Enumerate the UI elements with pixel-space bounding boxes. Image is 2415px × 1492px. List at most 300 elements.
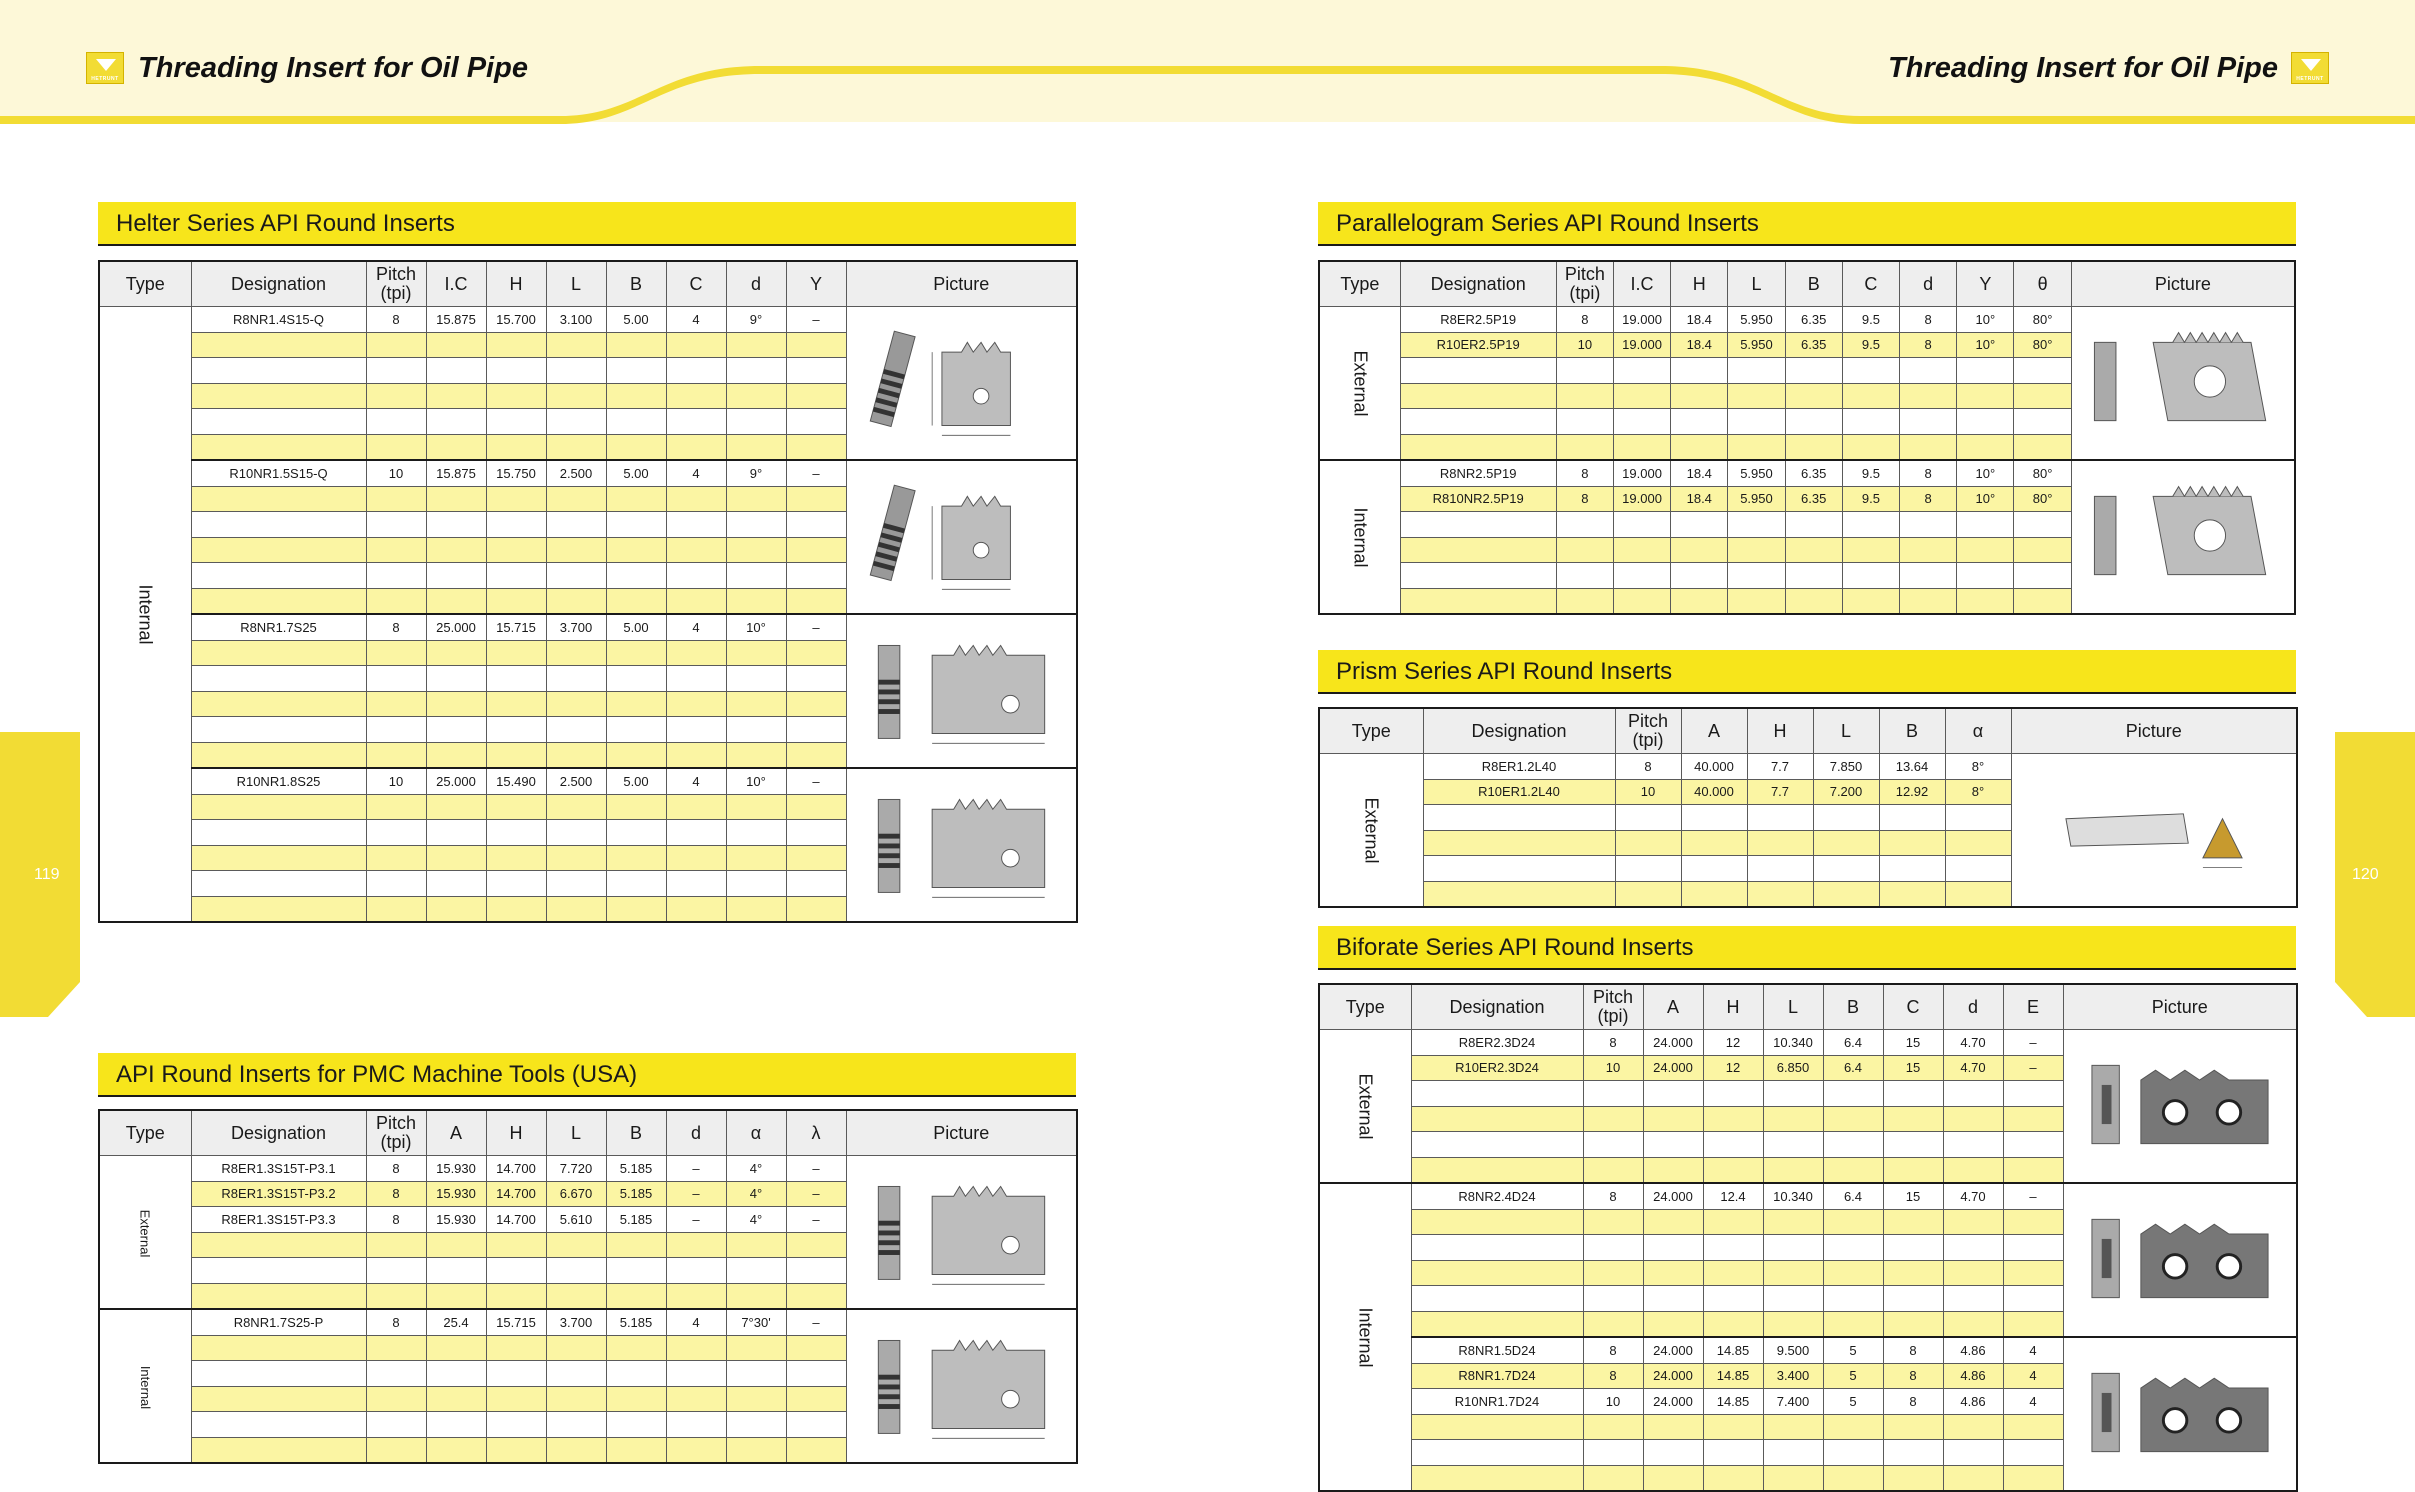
- data-cell: [1728, 409, 1785, 435]
- data-cell: [426, 358, 486, 384]
- data-cell: 8: [366, 1309, 426, 1335]
- data-cell: [726, 358, 786, 384]
- data-cell: [1747, 805, 1813, 831]
- data-cell: 8: [1556, 307, 1613, 333]
- data-cell: 9.5: [1842, 460, 1899, 486]
- data-cell: [1943, 1235, 2003, 1261]
- data-cell: [486, 1437, 546, 1463]
- data-cell: [486, 896, 546, 922]
- data-cell: [486, 742, 546, 768]
- column-header: Pitch (tpi): [366, 261, 426, 307]
- data-cell: [366, 666, 426, 692]
- data-cell: [1681, 830, 1747, 856]
- data-cell: [786, 486, 846, 512]
- page-title-right: Threading Insert for Oil Pipe: [1888, 52, 2278, 84]
- insert-drawing-icon: [853, 775, 1070, 912]
- data-cell: [666, 820, 726, 846]
- data-cell: [546, 666, 606, 692]
- data-cell: [426, 434, 486, 460]
- data-cell: 5.610: [546, 1207, 606, 1233]
- data-cell: 80°: [2014, 486, 2071, 512]
- data-cell: [486, 1232, 546, 1258]
- data-cell: [1842, 434, 1899, 460]
- data-cell: [1900, 588, 1957, 614]
- data-cell: [666, 1386, 726, 1412]
- column-header: B: [606, 1110, 666, 1156]
- data-cell: 5.185: [606, 1207, 666, 1233]
- data-cell: [1671, 537, 1728, 563]
- logo-text: HETRUNT: [2296, 76, 2324, 82]
- data-cell: 40.000: [1681, 779, 1747, 805]
- data-cell: [1556, 383, 1613, 409]
- data-cell: [1613, 588, 1670, 614]
- data-cell: [1615, 856, 1681, 882]
- data-cell: [191, 1232, 366, 1258]
- type-cell: [99, 1156, 191, 1310]
- page-number-left: 119: [34, 866, 60, 883]
- data-cell: [486, 563, 546, 589]
- column-header: B: [1785, 261, 1842, 307]
- data-cell: R10ER2.3D24: [1411, 1055, 1583, 1081]
- data-cell: [546, 383, 606, 409]
- data-cell: [486, 332, 546, 358]
- data-cell: [606, 1437, 666, 1463]
- data-cell: 9.5: [1842, 486, 1899, 512]
- data-cell: [426, 820, 486, 846]
- data-cell: [486, 358, 546, 384]
- header-row: [99, 261, 1077, 307]
- data-cell: 15.875: [426, 307, 486, 333]
- data-cell: [1411, 1260, 1583, 1286]
- data-cell: R8ER1.3S15T-P3.2: [191, 1181, 366, 1207]
- table-row: [99, 1309, 1077, 1335]
- data-cell: 15.930: [426, 1181, 486, 1207]
- column-header: E: [2003, 984, 2063, 1030]
- data-cell: [666, 691, 726, 717]
- data-cell: [1583, 1414, 1643, 1440]
- table-row: [1319, 1183, 2297, 1209]
- logo-text: HETRUNT: [91, 76, 119, 82]
- data-cell: [191, 434, 366, 460]
- picture-cell: [2071, 460, 2295, 614]
- data-cell: 24.000: [1643, 1030, 1703, 1056]
- column-header: Picture: [846, 1110, 1077, 1156]
- data-cell: [366, 1361, 426, 1387]
- data-cell: [1411, 1235, 1583, 1261]
- data-cell: [1681, 856, 1747, 882]
- data-cell: [1943, 1440, 2003, 1466]
- data-cell: [1615, 830, 1681, 856]
- data-cell: [726, 1437, 786, 1463]
- data-cell: 4°: [726, 1156, 786, 1182]
- column-header: d: [726, 261, 786, 307]
- data-cell: [606, 1386, 666, 1412]
- data-cell: [1883, 1260, 1943, 1286]
- picture-cell: [846, 460, 1077, 614]
- data-cell: [786, 1232, 846, 1258]
- column-header: A: [1681, 708, 1747, 754]
- data-cell: [726, 640, 786, 666]
- data-cell: [1411, 1440, 1583, 1466]
- data-cell: [1643, 1286, 1703, 1312]
- column-header: B: [1823, 984, 1883, 1030]
- data-cell: 10.340: [1763, 1030, 1823, 1056]
- data-cell: 4: [2003, 1337, 2063, 1363]
- data-cell: [2014, 383, 2071, 409]
- data-cell: 3.400: [1763, 1363, 1823, 1389]
- table-row: [99, 460, 1077, 486]
- data-cell: [1583, 1209, 1643, 1235]
- data-cell: 8: [1883, 1337, 1943, 1363]
- data-cell: [426, 1335, 486, 1361]
- data-cell: [486, 1361, 546, 1387]
- data-cell: [786, 820, 846, 846]
- header-row: [1319, 984, 2297, 1030]
- column-header: C: [666, 261, 726, 307]
- section-title: Helter Series API Round Inserts: [98, 202, 1076, 246]
- data-cell: [2014, 512, 2071, 538]
- data-cell: [1957, 537, 2014, 563]
- column-header: α: [726, 1110, 786, 1156]
- data-cell: [1957, 409, 2014, 435]
- brand-logo-left: [86, 52, 124, 84]
- section-pmc: [98, 1053, 1076, 1097]
- data-cell: 40.000: [1681, 754, 1747, 780]
- data-cell: 8: [1583, 1363, 1643, 1389]
- data-cell: [1643, 1235, 1703, 1261]
- data-cell: 10°: [1957, 307, 2014, 333]
- data-cell: [546, 563, 606, 589]
- data-cell: [1583, 1440, 1643, 1466]
- data-cell: [786, 1412, 846, 1438]
- data-cell: 3.700: [546, 1309, 606, 1335]
- data-cell: [1703, 1132, 1763, 1158]
- data-cell: [1671, 409, 1728, 435]
- data-cell: [666, 563, 726, 589]
- data-cell: [191, 588, 366, 614]
- data-cell: [426, 1361, 486, 1387]
- data-cell: R8NR2.5P19: [1400, 460, 1556, 486]
- data-cell: [546, 486, 606, 512]
- column-header: α: [1945, 708, 2011, 754]
- data-cell: [606, 588, 666, 614]
- data-cell: [1615, 805, 1681, 831]
- data-cell: [486, 537, 546, 563]
- data-cell: 25.4: [426, 1309, 486, 1335]
- data-cell: 8: [1556, 460, 1613, 486]
- data-cell: [546, 358, 606, 384]
- header-row: [99, 1110, 1077, 1156]
- data-cell: [1423, 805, 1615, 831]
- data-cell: 5.00: [606, 307, 666, 333]
- data-cell: [726, 1258, 786, 1284]
- data-cell: [606, 486, 666, 512]
- data-cell: 13.64: [1879, 754, 1945, 780]
- data-cell: 8: [1883, 1363, 1943, 1389]
- data-cell: 7.850: [1813, 754, 1879, 780]
- data-cell: [191, 1258, 366, 1284]
- data-cell: 24.000: [1643, 1337, 1703, 1363]
- data-cell: [726, 794, 786, 820]
- type-label: External: [1361, 796, 1382, 864]
- data-cell: [486, 409, 546, 435]
- column-header: Type: [1319, 708, 1423, 754]
- data-cell: [1400, 383, 1556, 409]
- data-cell: [2003, 1081, 2063, 1107]
- data-cell: [666, 845, 726, 871]
- data-cell: 8: [366, 1156, 426, 1182]
- data-cell: 15.875: [426, 460, 486, 486]
- page-title-left: Threading Insert for Oil Pipe: [138, 52, 528, 84]
- data-cell: [1400, 588, 1556, 614]
- data-cell: [366, 537, 426, 563]
- data-cell: [546, 588, 606, 614]
- data-cell: [1728, 563, 1785, 589]
- data-cell: 8: [366, 1207, 426, 1233]
- data-cell: [426, 640, 486, 666]
- data-cell: [1411, 1311, 1583, 1337]
- data-cell: [546, 871, 606, 897]
- data-cell: [666, 332, 726, 358]
- data-cell: [366, 742, 426, 768]
- data-cell: [726, 896, 786, 922]
- data-cell: [1728, 537, 1785, 563]
- data-cell: [546, 1335, 606, 1361]
- insert-drawing-icon: [2082, 467, 2283, 604]
- data-cell: [1411, 1209, 1583, 1235]
- data-cell: [1883, 1157, 1943, 1183]
- data-cell: 5.950: [1728, 460, 1785, 486]
- data-cell: [1957, 563, 2014, 589]
- data-cell: [1900, 512, 1957, 538]
- data-cell: 15: [1883, 1183, 1943, 1209]
- data-cell: [1703, 1440, 1763, 1466]
- data-cell: [1613, 409, 1670, 435]
- data-cell: [1957, 358, 2014, 384]
- data-cell: [1728, 358, 1785, 384]
- data-cell: [786, 409, 846, 435]
- data-cell: [486, 486, 546, 512]
- data-cell: [786, 717, 846, 743]
- data-cell: [1703, 1286, 1763, 1312]
- data-cell: [726, 563, 786, 589]
- data-cell: [606, 820, 666, 846]
- data-cell: [1728, 588, 1785, 614]
- column-header: L: [546, 1110, 606, 1156]
- data-cell: 15.930: [426, 1156, 486, 1182]
- data-cell: [1763, 1235, 1823, 1261]
- data-cell: [1583, 1235, 1643, 1261]
- data-cell: [1703, 1209, 1763, 1235]
- insert-drawing-icon: [853, 467, 1070, 604]
- data-cell: [606, 896, 666, 922]
- data-cell: 24.000: [1643, 1183, 1703, 1209]
- column-header: Designation: [1400, 261, 1556, 307]
- data-cell: 18.4: [1671, 307, 1728, 333]
- data-cell: [546, 1232, 606, 1258]
- data-cell: [1763, 1286, 1823, 1312]
- data-cell: [1671, 434, 1728, 460]
- data-cell: [1556, 563, 1613, 589]
- data-cell: [546, 820, 606, 846]
- data-cell: 6.850: [1763, 1055, 1823, 1081]
- data-cell: [606, 845, 666, 871]
- data-cell: 15.750: [486, 460, 546, 486]
- data-cell: [1556, 588, 1613, 614]
- data-cell: [1943, 1209, 2003, 1235]
- data-cell: [786, 1335, 846, 1361]
- data-cell: [606, 1232, 666, 1258]
- data-cell: [1671, 563, 1728, 589]
- data-cell: 8: [1900, 332, 1957, 358]
- picture-cell: [846, 614, 1077, 768]
- data-cell: [1785, 409, 1842, 435]
- data-cell: [1785, 383, 1842, 409]
- data-cell: [606, 358, 666, 384]
- data-cell: [191, 1412, 366, 1438]
- data-cell: 14.700: [486, 1207, 546, 1233]
- data-cell: [786, 666, 846, 692]
- data-cell: [426, 588, 486, 614]
- data-cell: 10: [366, 460, 426, 486]
- data-cell: 24.000: [1643, 1055, 1703, 1081]
- data-cell: [2003, 1414, 2063, 1440]
- data-cell: 10.340: [1763, 1183, 1823, 1209]
- data-cell: 5.185: [606, 1156, 666, 1182]
- data-cell: [786, 640, 846, 666]
- data-cell: [1883, 1465, 1943, 1491]
- data-cell: [366, 409, 426, 435]
- data-cell: [1883, 1235, 1943, 1261]
- data-cell: [1671, 383, 1728, 409]
- data-cell: [666, 486, 726, 512]
- data-cell: 7.720: [546, 1156, 606, 1182]
- data-cell: [1583, 1286, 1643, 1312]
- picture-cell: [846, 1156, 1077, 1310]
- data-cell: [726, 1361, 786, 1387]
- data-cell: [666, 1283, 726, 1309]
- column-header: Picture: [2071, 261, 2295, 307]
- data-cell: [2003, 1311, 2063, 1337]
- data-cell: [1411, 1157, 1583, 1183]
- data-cell: [1900, 409, 1957, 435]
- data-cell: [1883, 1414, 1943, 1440]
- data-cell: [1613, 358, 1670, 384]
- data-cell: –: [666, 1181, 726, 1207]
- data-cell: [1879, 805, 1945, 831]
- data-cell: [1763, 1440, 1823, 1466]
- data-cell: [1615, 881, 1681, 907]
- data-cell: [1823, 1311, 1883, 1337]
- data-cell: [366, 794, 426, 820]
- data-cell: [366, 434, 426, 460]
- data-cell: 4: [666, 307, 726, 333]
- data-cell: [546, 332, 606, 358]
- column-header: Pitch (tpi): [366, 1110, 426, 1156]
- data-cell: R8NR1.7S25-P: [191, 1309, 366, 1335]
- data-cell: [191, 666, 366, 692]
- data-cell: [1583, 1260, 1643, 1286]
- data-cell: [1643, 1440, 1703, 1466]
- data-cell: [666, 794, 726, 820]
- column-header: Y: [786, 261, 846, 307]
- data-cell: [1823, 1235, 1883, 1261]
- data-cell: [1423, 881, 1615, 907]
- data-cell: [366, 332, 426, 358]
- data-cell: [666, 717, 726, 743]
- data-cell: [1813, 881, 1879, 907]
- type-cell: [1319, 1183, 1411, 1491]
- data-cell: [606, 1283, 666, 1309]
- data-cell: [1728, 434, 1785, 460]
- data-cell: [191, 332, 366, 358]
- data-cell: [666, 1412, 726, 1438]
- data-cell: [366, 383, 426, 409]
- data-cell: [426, 563, 486, 589]
- data-cell: [426, 1232, 486, 1258]
- insert-drawing-icon: [853, 313, 1070, 450]
- data-cell: [1823, 1440, 1883, 1466]
- data-cell: [486, 845, 546, 871]
- data-cell: 8: [1583, 1337, 1643, 1363]
- data-cell: [546, 691, 606, 717]
- data-cell: [1583, 1132, 1643, 1158]
- data-cell: [191, 1437, 366, 1463]
- data-cell: [606, 1258, 666, 1284]
- data-cell: [1945, 830, 2011, 856]
- data-cell: [191, 896, 366, 922]
- data-cell: 5.00: [606, 768, 666, 794]
- data-cell: [1823, 1106, 1883, 1132]
- data-cell: 8: [366, 614, 426, 640]
- data-cell: [1643, 1260, 1703, 1286]
- data-cell: [1643, 1157, 1703, 1183]
- data-cell: [1423, 830, 1615, 856]
- data-cell: [1556, 358, 1613, 384]
- data-cell: 5.950: [1728, 307, 1785, 333]
- type-cell: [1319, 1030, 1411, 1184]
- data-cell: [426, 845, 486, 871]
- data-cell: 14.85: [1703, 1363, 1763, 1389]
- data-cell: [1785, 434, 1842, 460]
- data-cell: [1681, 881, 1747, 907]
- picture-cell: [2071, 307, 2295, 461]
- data-cell: [191, 563, 366, 589]
- data-cell: R10ER1.2L40: [1423, 779, 1615, 805]
- data-cell: 2.500: [546, 460, 606, 486]
- data-cell: 14.700: [486, 1181, 546, 1207]
- data-cell: –: [786, 460, 846, 486]
- data-cell: 8: [1583, 1030, 1643, 1056]
- data-cell: [1583, 1081, 1643, 1107]
- data-cell: 8°: [1945, 779, 2011, 805]
- data-cell: [546, 794, 606, 820]
- data-cell: [1747, 830, 1813, 856]
- picture-cell: [846, 1309, 1077, 1463]
- insert-drawing-icon: [2018, 760, 2290, 897]
- data-cell: [486, 434, 546, 460]
- parallelogram-table: [1318, 260, 2296, 615]
- table-row: [1319, 1030, 2297, 1056]
- data-cell: 10°: [1957, 486, 2014, 512]
- data-cell: [546, 1412, 606, 1438]
- data-cell: 80°: [2014, 332, 2071, 358]
- data-cell: [1842, 358, 1899, 384]
- data-cell: 5: [1823, 1363, 1883, 1389]
- data-cell: [786, 588, 846, 614]
- data-cell: 15: [1883, 1030, 1943, 1056]
- data-cell: [1613, 563, 1670, 589]
